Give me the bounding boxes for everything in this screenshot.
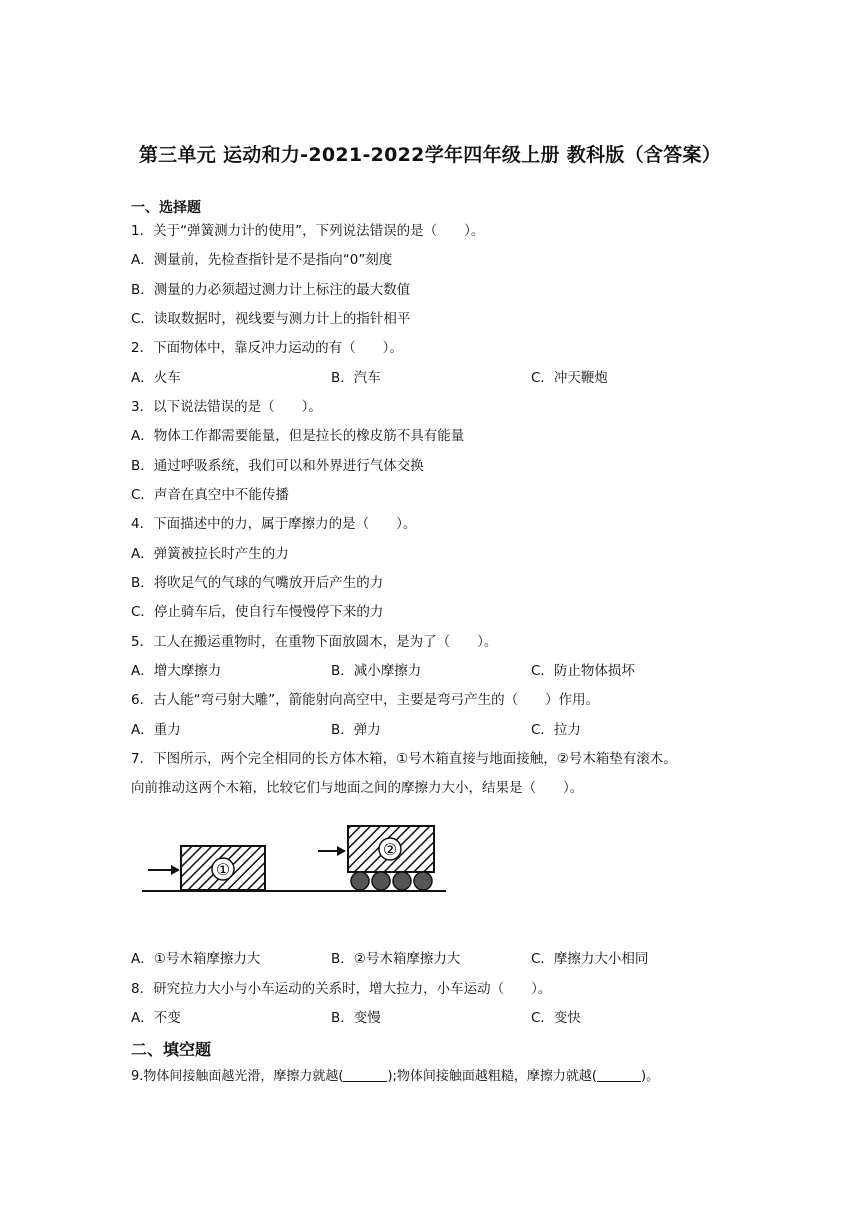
question-4-option-a: A．弹簧被拉长时产生的力 <box>131 546 289 562</box>
question-3-option-a: A．物体工作都需要能量，但是拉长的橡皮筋不具有能量 <box>131 428 465 444</box>
question-2-option-a: A．火车 <box>131 370 181 386</box>
page-title: 第三单元 运动和力-2021-2022学年四年级上册 教科版（含答案） <box>138 144 722 166</box>
question-2-option-b: B．汽车 <box>331 370 381 386</box>
question-1-stem: 1．关于“弹簧测力计的使用”，下列说法错误的是（ ）。 <box>131 223 485 239</box>
roller-3 <box>393 872 411 890</box>
question-6-option-c: C．拉力 <box>531 722 581 738</box>
question-8-option-a: A．不变 <box>131 1010 181 1026</box>
push-arrow-2-icon <box>318 846 346 856</box>
question-1-option-b: B．测量的力必须超过测力计上标注的最大数值 <box>131 282 411 298</box>
roller-2 <box>372 872 390 890</box>
question-9-text-3: )。 <box>641 1069 660 1084</box>
question-1-option-a: A．测量前，先检查指针是不是指向“0”刻度 <box>131 252 393 268</box>
question-3-option-c: C．声音在真空中不能传播 <box>131 487 289 503</box>
question-7-option-a: A．①号木箱摩擦力大 <box>131 951 261 967</box>
question-9-text-2: );物体间接触面越粗糙，摩擦力就越( <box>387 1069 598 1084</box>
answer-blank-2[interactable] <box>597 1067 641 1082</box>
question-9-line <box>131 1067 659 1087</box>
box-2 <box>348 826 434 872</box>
question-7-stem-line-2: 向前推动这两个木箱，比较它们与地面之间的摩擦力大小，结果是（ ）。 <box>131 780 584 796</box>
question-5-option-b: B．减小摩擦力 <box>331 663 422 679</box>
question-9-text-1: 9.物体间接触面越光滑，摩擦力就越( <box>131 1069 344 1084</box>
question-6-option-a: A．重力 <box>131 722 181 738</box>
question-4-option-b: B．将吹足气的气球的气嘴放开后产生的力 <box>131 575 384 591</box>
section-heading-fill: 二、填空题 <box>131 1040 212 1059</box>
answer-blank-1[interactable] <box>343 1067 387 1082</box>
question-8-stem: 8．研究拉力大小与小车运动的关系时，增大拉力，小车运动（ ）。 <box>131 981 552 997</box>
question-7-option-c: C．摩擦力大小相同 <box>531 951 649 967</box>
question-6-stem: 6．古人能“弯弓射大雕”，箭能射向高空中，主要是弯弓产生的（ ）作用。 <box>131 692 600 708</box>
push-arrow-1-icon <box>148 865 180 875</box>
question-7-option-b: B．②号木箱摩擦力大 <box>331 951 461 967</box>
question-3-option-b: B．通过呼吸系统，我们可以和外界进行气体交换 <box>131 458 424 474</box>
box-1 <box>181 846 265 890</box>
question-2-stem: 2．下面物体中，靠反冲力运动的有（ ）。 <box>131 340 403 356</box>
question-1-option-c: C．读取数据时，视线要与测力计上的指针相平 <box>131 311 411 327</box>
question-5-option-a: A．增大摩擦力 <box>131 663 222 679</box>
roller-4 <box>414 872 432 890</box>
question-5-option-c: C．防止物体损坏 <box>531 663 635 679</box>
section-heading-choice: 一、选择题 <box>131 200 201 216</box>
question-2-option-c: C．冲天鞭炮 <box>531 370 608 386</box>
question-4-option-c: C．停止骑车后，使自行车慢慢停下来的力 <box>131 604 384 620</box>
question-8-option-c: C．变快 <box>531 1010 581 1026</box>
question-7-figure <box>140 818 450 898</box>
question-8-option-b: B．变慢 <box>331 1010 381 1026</box>
rollers <box>351 872 432 890</box>
box-1-label: ① <box>215 860 231 879</box>
question-3-stem: 3．以下说法错误的是（ ）。 <box>131 399 322 415</box>
roller-1 <box>351 872 369 890</box>
question-7-stem-line-1: 7．下图所示，两个完全相同的长方体木箱，①号木箱直接与地面接触，②号木箱垫有滚木。 <box>131 751 677 767</box>
question-6-option-b: B．弹力 <box>331 722 381 738</box>
box-2-label: ② <box>382 840 398 859</box>
question-4-stem: 4．下面描述中的力，属于摩擦力的是（ ）。 <box>131 516 417 532</box>
question-5-stem: 5．工人在搬运重物时，在重物下面放圆木，是为了（ ）。 <box>131 634 498 650</box>
